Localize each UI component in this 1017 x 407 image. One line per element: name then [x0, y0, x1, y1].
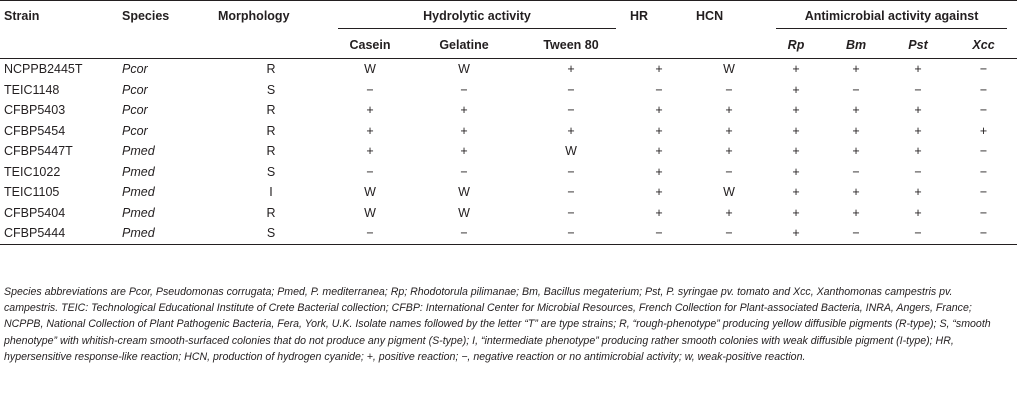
cell-hcn: + [725, 103, 733, 118]
cell-hcn: + [725, 144, 733, 159]
header-xcc: Xcc [950, 31, 1017, 59]
cell-pst: + [914, 103, 922, 118]
cell-hcn: W [723, 185, 735, 200]
table-footnote: Species abbreviations are Pcor, Pseudomonas corrugata; Pmed, P. mediterranea; Rp; Rhodotorula pilimanae; Bm, Bacillus megaterium; Pst, P. syringae pv. tomato and Xcc, Xanthomonas campestris pv. campestris. TEIC: Technological Educational Institute of Crete Bacterial collection; CFBP: International Center for Microbial Resources, French Collection for Plant-associated Bacteria, INRA, Angers, France; NCPPB, National Collection of Plant Pathogenic Bacteria, Fera, York, U.K. Isolate names followed by the letter “T” are type strains; R, “rough-phenotype” producing yellow diffusible pigments (R-type); S, “smooth phenotype” with whitish-cream smooth-surfaced colonies that do not produce any pigment (S-type); I, “intermediate phenotype” producing rather smooth colonies with weak diffusible pigment (I-type); HR, hypersensitive response-like reaction; HCN, production of hydrogen cyanide; +, positive reaction; −, negative reaction or no antimicrobial activity; w, weak-positive reaction. [4, 286, 991, 363]
cell-xcc: − [979, 82, 988, 97]
cell-rp: + [792, 185, 800, 200]
cell-xcc: − [979, 185, 988, 200]
cell-rp: + [792, 82, 800, 97]
cell-casein: W [364, 205, 376, 220]
cell-bm: + [852, 205, 860, 220]
cell-tween80: − [516, 223, 626, 244]
cell-bm: − [826, 223, 886, 244]
cell-xcc: − [979, 103, 988, 118]
cell-species: Pmed [122, 144, 155, 159]
cell-bm: + [852, 185, 860, 200]
cell-hcn: − [692, 223, 766, 244]
cell-hr: + [655, 62, 663, 77]
cell-morphology: R [266, 62, 276, 77]
cell-rp: + [766, 223, 826, 244]
cell-gelatine: W [458, 185, 470, 200]
cell-tween80: − [567, 103, 575, 118]
table-row [0, 121, 1017, 142]
cell-hr: + [655, 185, 663, 200]
table-row [0, 100, 1017, 121]
header-casein: Casein [328, 31, 412, 59]
header-rp: Rp [766, 31, 826, 59]
cell-strain: NCPPB2445T [4, 62, 83, 77]
cell-bm: + [852, 103, 860, 118]
cell-tween80: W [565, 144, 577, 159]
cell-casein: − [328, 223, 412, 244]
cell-bm: + [852, 62, 860, 77]
cell-pst: − [886, 223, 950, 244]
cell-strain: TEIC1105 [4, 185, 60, 200]
table-row [0, 80, 1017, 101]
table-row [0, 182, 1017, 203]
cell-pst: − [914, 82, 922, 97]
cell-gelatine: + [460, 103, 468, 118]
cell-hcn: − [725, 164, 733, 179]
cell-xcc: − [979, 144, 988, 159]
cell-gelatine: − [460, 82, 468, 97]
cell-gelatine: − [412, 223, 516, 244]
cell-bm: + [852, 144, 860, 159]
table-row [0, 203, 1017, 224]
cell-xcc: − [979, 62, 988, 77]
cell-tween80: − [567, 185, 575, 200]
cell-hcn: W [723, 62, 735, 77]
table-row [0, 59, 1017, 80]
cell-tween80: − [567, 205, 575, 220]
cell-morphology: R [266, 103, 276, 118]
cell-hcn: − [725, 82, 733, 97]
cell-casein: W [364, 62, 376, 77]
cell-bm: + [852, 123, 860, 138]
cell-morphology: S [214, 223, 328, 244]
cell-pst: + [914, 144, 922, 159]
cell-casein: − [366, 82, 374, 97]
cell-strain: TEIC1148 [4, 82, 60, 97]
cell-gelatine: W [458, 62, 470, 77]
cell-hr: − [626, 223, 692, 244]
cell-strain: CFBP5404 [4, 205, 66, 220]
table-row [0, 162, 1017, 183]
table-row [0, 223, 1017, 244]
cell-bm: − [852, 82, 860, 97]
table-row [0, 141, 1017, 162]
header-bm: Bm [826, 31, 886, 59]
cell-casein: + [366, 103, 374, 118]
cell-pst: + [914, 62, 922, 77]
cell-pst: − [914, 164, 922, 179]
cell-rp: + [792, 164, 800, 179]
cell-gelatine: + [460, 144, 468, 159]
header-species: Species [118, 1, 214, 32]
cell-species: Pcor [122, 82, 148, 97]
header-strain: Strain [0, 1, 118, 32]
header-morphology: Morphology [214, 1, 328, 32]
cell-tween80: + [567, 123, 575, 138]
cell-bm: − [852, 164, 860, 179]
header-hcn: HCN [692, 1, 766, 32]
cell-tween80: + [567, 62, 575, 77]
cell-hr: + [655, 103, 663, 118]
cell-hr: − [655, 82, 663, 97]
cell-rp: + [792, 205, 800, 220]
cell-pst: + [914, 123, 922, 138]
header-gelatine: Gelatine [412, 31, 516, 59]
cell-strain: CFBP5403 [4, 103, 66, 118]
cell-species: Pmed [122, 185, 155, 200]
cell-strain: CFBP5444 [0, 223, 118, 244]
cell-xcc: − [979, 164, 988, 179]
cell-casein: + [366, 123, 374, 138]
header-tween80: Tween 80 [516, 31, 626, 59]
cell-strain: CFBP5447T [4, 144, 73, 159]
cell-hcn: + [725, 123, 733, 138]
cell-hcn: + [725, 205, 733, 220]
cell-xcc: − [979, 205, 988, 220]
cell-hr: + [655, 205, 663, 220]
cell-strain: CFBP5454 [4, 123, 66, 138]
cell-strain: TEIC1022 [4, 164, 61, 179]
header-pst: Pst [886, 31, 950, 59]
table-body [0, 59, 1017, 245]
header-hr: HR [626, 1, 692, 32]
cell-pst: + [914, 205, 922, 220]
cell-casein: W [364, 185, 376, 200]
cell-species: Pmed [118, 223, 214, 244]
cell-morphology: S [266, 82, 276, 97]
cell-hr: + [655, 123, 663, 138]
header-hydrolytic-activity: Hydrolytic activity [328, 1, 626, 32]
cell-species: Pcor [122, 62, 148, 77]
cell-rp: + [792, 144, 800, 159]
cell-casein: − [366, 164, 374, 179]
cell-hr: + [655, 144, 663, 159]
cell-casein: + [366, 144, 374, 159]
header-antimicrobial-activity: Antimicrobial activity against [766, 1, 1017, 32]
cell-morphology: I [269, 185, 273, 200]
cell-pst: + [914, 185, 922, 200]
cell-tween80: − [567, 82, 575, 97]
cell-rp: + [792, 123, 800, 138]
cell-rp: + [792, 103, 800, 118]
cell-species: Pmed [122, 205, 155, 220]
cell-morphology: R [266, 144, 276, 159]
cell-morphology: R [266, 123, 276, 138]
cell-morphology: R [266, 205, 276, 220]
cell-species: Pmed [122, 164, 155, 179]
cell-morphology: S [266, 164, 276, 179]
cell-xcc: − [950, 223, 1017, 244]
cell-gelatine: − [460, 164, 468, 179]
cell-hr: + [655, 164, 663, 179]
cell-tween80: − [567, 164, 575, 179]
cell-gelatine: W [458, 205, 470, 220]
cell-gelatine: + [460, 123, 468, 138]
cell-species: Pcor [122, 103, 148, 118]
cell-rp: + [792, 62, 800, 77]
cell-xcc: + [979, 123, 988, 138]
cell-species: Pcor [122, 123, 148, 138]
